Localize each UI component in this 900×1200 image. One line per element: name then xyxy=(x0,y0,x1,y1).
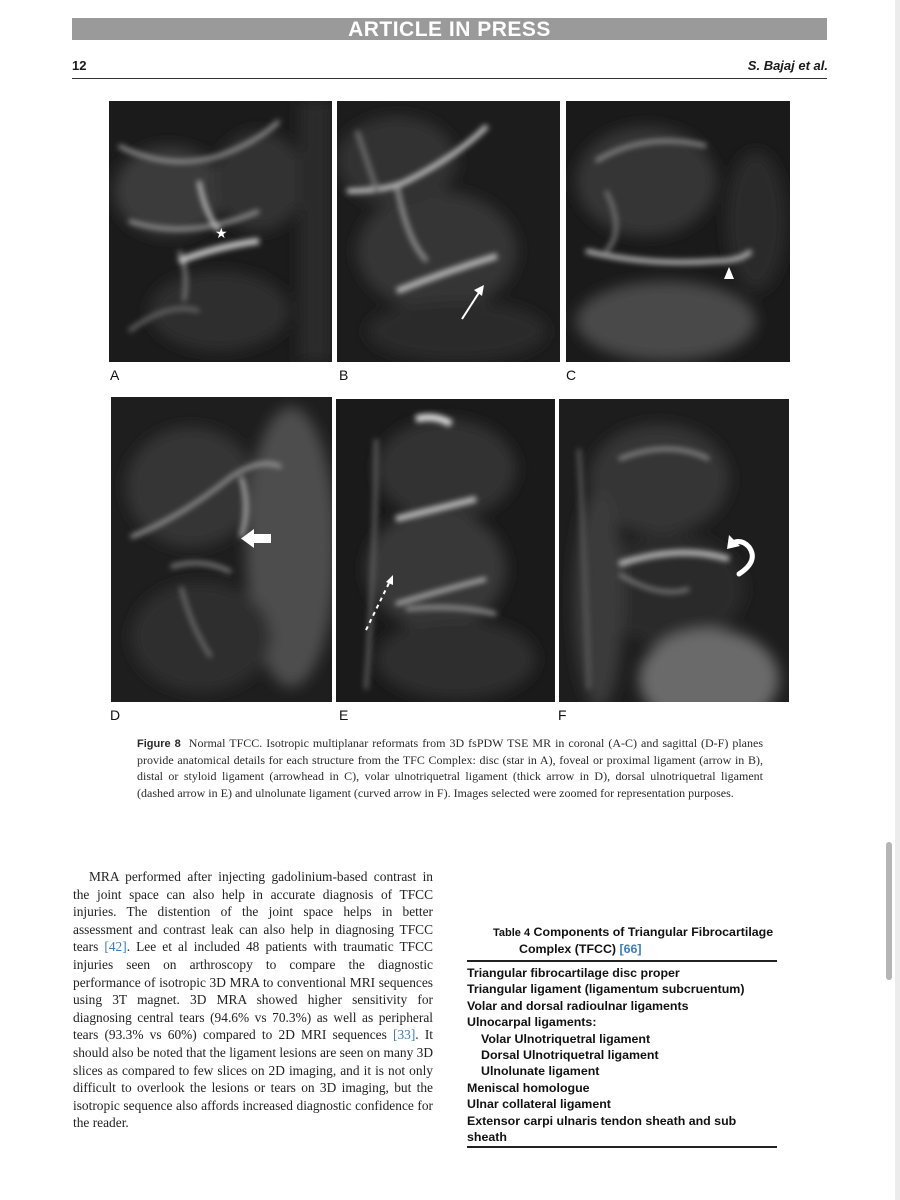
citation-link-33[interactable]: [33] xyxy=(392,1027,416,1043)
figure-caption xyxy=(137,735,763,801)
figure-caption-label: Figure 8 xyxy=(137,738,181,750)
panel-label-c: C xyxy=(566,367,577,383)
panel-label-a: A xyxy=(110,367,120,383)
table-4 xyxy=(467,924,777,1148)
body-text-part1: MRA performed after injecting gadolinium-based contrast in the joint space can also help in accurate diagnosis of TFCC injuries. The distention of the joint space helps in better assessment and contrast leak can also help in diagnosing TFCC tears xyxy=(73,869,433,955)
mri-panel-c xyxy=(566,101,790,362)
table-rule-top xyxy=(467,960,777,962)
table-row: Triangular fibrocartilage disc proper xyxy=(467,966,680,980)
star-marker: ★ xyxy=(215,226,228,242)
page-number: 12 xyxy=(72,58,87,73)
panel-label-b: B xyxy=(339,367,349,383)
mri-panel-f xyxy=(559,399,789,702)
table-row: Volar and dorsal radioulnar ligaments xyxy=(467,998,689,1013)
table-label: Table 4 xyxy=(493,927,531,939)
figure-caption-text: Normal TFCC. Isotropic multiplanar reformats from 3D fsPDW TSE MR in coronal (A-C) and sagittal (D-F) planes provide anatomical details for each structure from the TFC Complex: disc (star in A), foveal or proximal ligament (arrow in B), distal or styloid ligament (arrowhead in C), volar ulnotriquetral ligament (thick arrow in D), dorsal ulnotriquetral ligament (dashed arrow in E) and ulnolunate ligament (curved arrow in F). Images selected were zoomed for representation purposes. xyxy=(137,736,764,800)
mri-panel-e xyxy=(336,399,555,702)
mri-panel-d xyxy=(111,397,332,702)
mri-panel-b xyxy=(337,101,560,362)
table-row: Volar Ulnotriquetral ligament xyxy=(481,1031,651,1046)
scrollbar-thumb[interactable] xyxy=(886,842,892,980)
body-paragraph xyxy=(73,868,433,1132)
table-row: Meniscal homologue xyxy=(467,1080,590,1095)
panel-label-d: D xyxy=(110,707,121,723)
table-row: Ulnocarpal ligaments: xyxy=(467,1015,597,1030)
panel-label-e: E xyxy=(339,707,349,723)
table-title-text: Components of Triangular Fibrocartilage Complex (TFCC) xyxy=(519,925,774,956)
table-row: Dorsal Ulnotriquetral ligament xyxy=(481,1048,659,1063)
viewer-edge xyxy=(895,0,900,1200)
table-row: Ulnolunate ligament xyxy=(481,1064,600,1079)
running-head-authors: S. Bajaj et al. xyxy=(747,58,828,73)
body-text-part3: . It should also be noted that the ligament lesions are seen on many 3D slices as compared to few slices on 2D imaging, and it is not only difficult to overlook the lesions or tears on 3D imaging, but the isotropic sequence also affords increased diagnostic confidence for the reader. xyxy=(73,1027,434,1131)
table-row: Extensor carpi ulnaris tendon sheath and sub sheath xyxy=(467,1113,737,1145)
table-row: Triangular ligament (ligamentum subcruentum) xyxy=(467,982,745,997)
citation-link-66[interactable]: [66] xyxy=(619,942,642,956)
body-text-part2: . Lee et al included 48 patients with traumatic TFCC injuries seen on arthroscopy to compare the diagnostic performance of isotropic 3D MRA to conventional MRI sequences using 3T magnet. 3D MRA showed higher sensitivity for diagnosing central tears (94.6% vs 70.3%) as well as peripheral tears (93.3% vs 60%) compared to 2D MRI sequences xyxy=(73,939,433,1043)
table-title xyxy=(493,924,777,957)
mri-panel-a xyxy=(109,101,332,362)
table-rule-bottom xyxy=(467,1146,777,1148)
header-rule xyxy=(72,78,827,79)
citation-link-42[interactable]: [42] xyxy=(104,939,127,955)
panel-label-f: F xyxy=(558,707,567,723)
table-row: Ulnar collateral ligament xyxy=(467,1097,611,1112)
article-in-press-banner: ARTICLE IN PRESS xyxy=(72,18,827,40)
table-rows xyxy=(467,965,777,1145)
